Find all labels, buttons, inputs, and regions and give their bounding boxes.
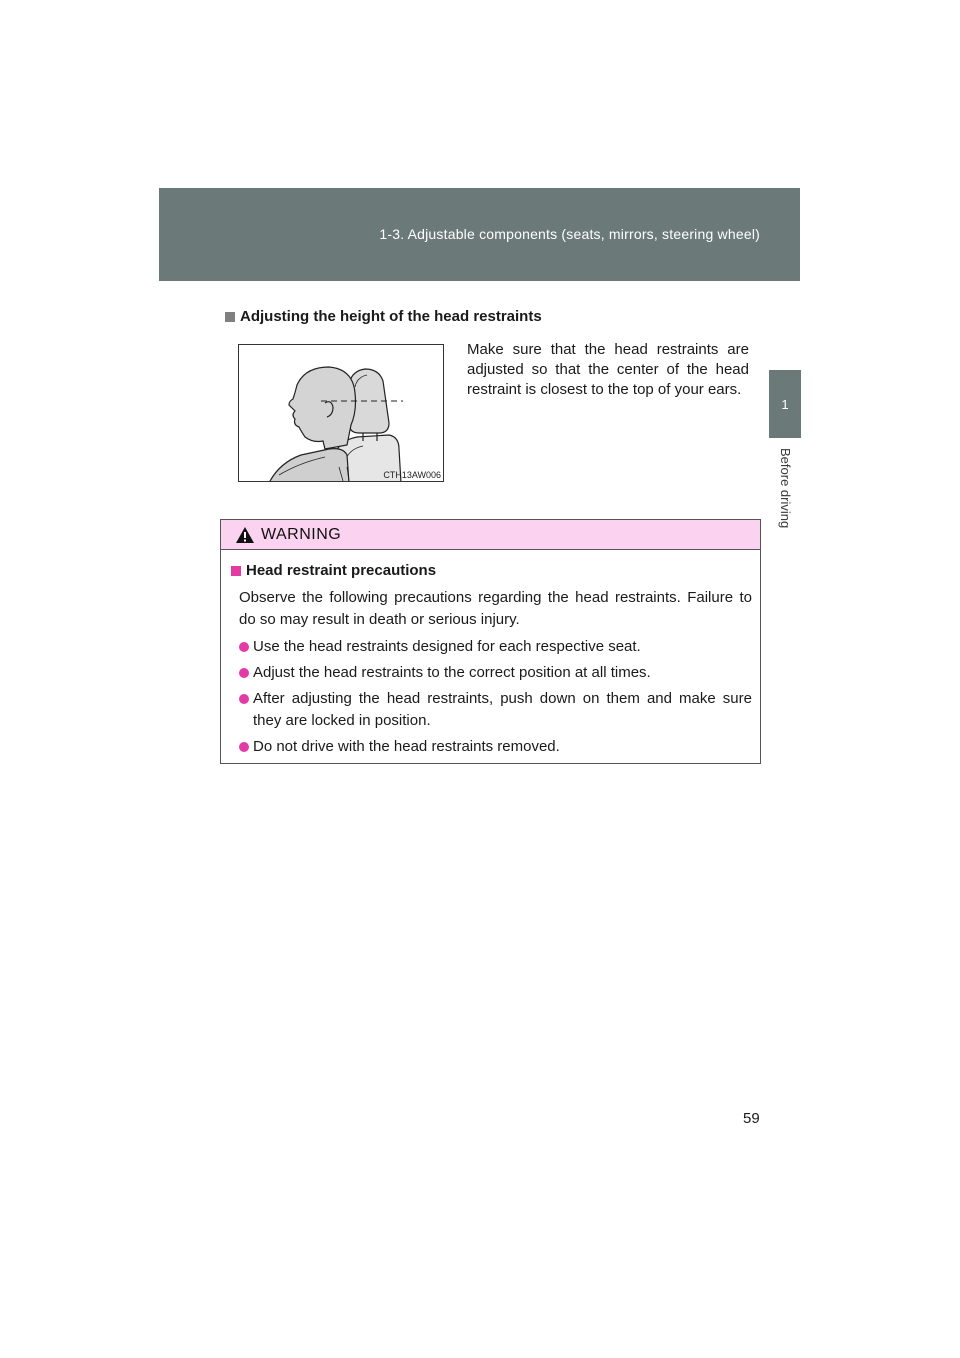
warning-list-item-text: Adjust the head restraints to the correct position at all times. [253, 664, 651, 681]
square-bullet-icon [225, 312, 235, 322]
chapter-label: Before driving [778, 448, 793, 529]
intro-paragraph: Make sure that the head restraints are adjusted so that the center of the head restraint is closest to the top of your ears. [467, 341, 749, 398]
warning-list-item [231, 688, 752, 732]
header-band [159, 188, 800, 281]
warning-list-item [231, 662, 752, 684]
warning-subheading-text: Head restraint precautions [246, 562, 437, 579]
warning-list-item [231, 636, 752, 658]
warning-body [221, 550, 760, 758]
section-heading-text: Adjusting the height of the head restraints [240, 308, 542, 325]
page-number: 59 [743, 1110, 760, 1127]
warning-list-item-text: Use the head restraints designed for each respective seat. [253, 638, 641, 655]
square-bullet-icon [231, 566, 241, 576]
figure-code: CTH13AW006 [383, 470, 441, 480]
warning-list-item [231, 736, 752, 758]
warning-subheading [231, 562, 752, 579]
warning-list-item-text: After adjusting the head restraints, push down on them and make sure they are locked in position. [253, 690, 752, 729]
chapter-number: 1 [781, 396, 789, 412]
header-title: 1-3. Adjustable components (seats, mirrors, steering wheel) [379, 226, 760, 242]
section-heading [225, 308, 542, 325]
bullet-dot-icon [239, 742, 249, 752]
warning-paragraph: Observe the following precautions regarding the head restraints. Failure to do so may result in death or serious injury. [239, 589, 752, 628]
warning-header [221, 520, 760, 550]
chapter-tab [769, 370, 801, 438]
warning-list-item-text: Do not drive with the head restraints removed. [253, 738, 560, 755]
bullet-dot-icon [239, 668, 249, 678]
bullet-dot-icon [239, 642, 249, 652]
warning-box [220, 519, 761, 764]
warning-triangle-icon [235, 526, 255, 544]
head-restraint-figure [238, 344, 444, 482]
warning-title: WARNING [261, 525, 342, 543]
bullet-dot-icon [239, 694, 249, 704]
head-restraint-illustration-icon [239, 345, 444, 482]
